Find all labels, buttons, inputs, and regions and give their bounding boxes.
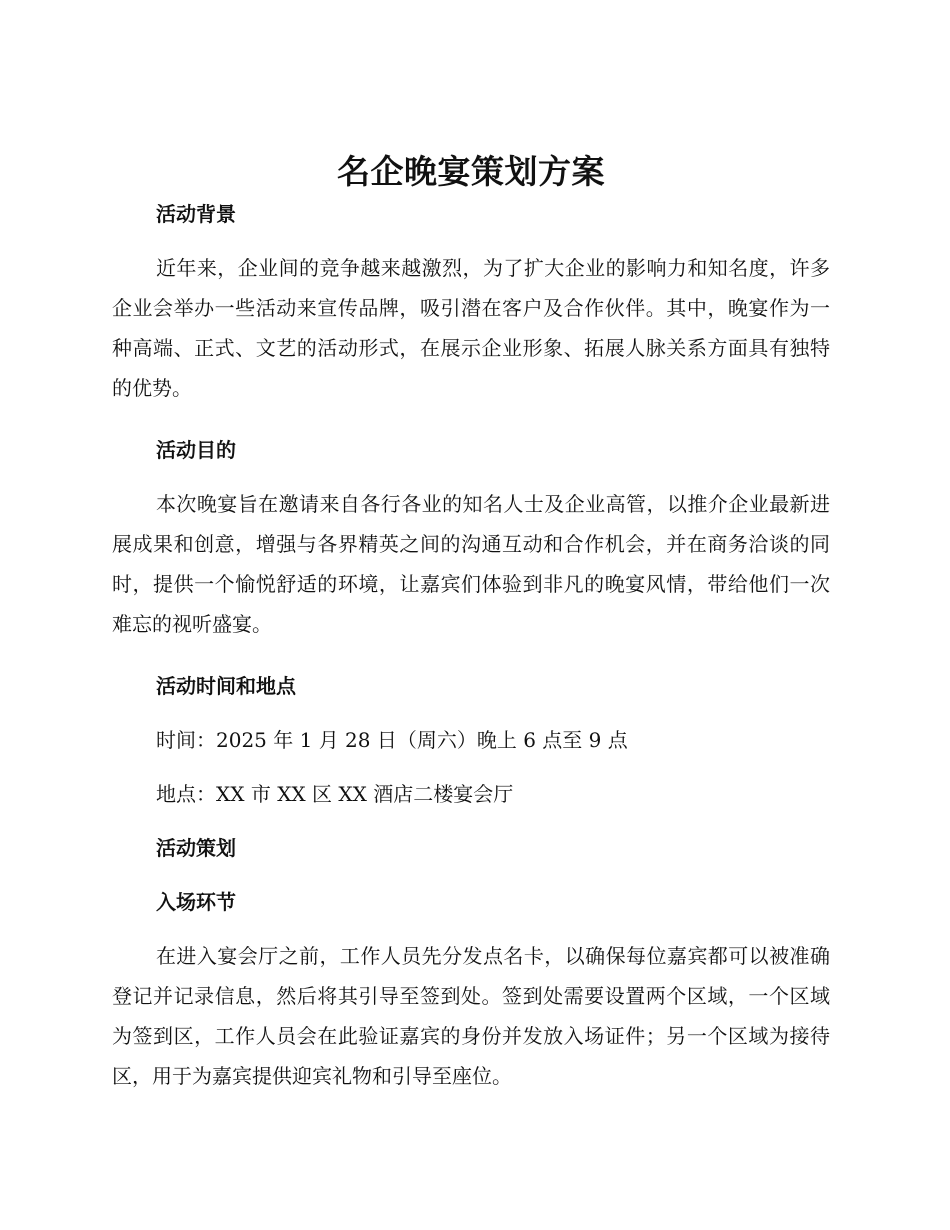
paragraph-entrance: 在进入宴会厅之前，工作人员先分发点名卡，以确保每位嘉宾都可以被准确登记并记录信息，然后将其引导至签到处。签到处需要设置两个区域，一个区域为签到区，工作人员会在此验证嘉宾的身份并发放入场证件；另一个区域为接待区，用于为嘉宾提供迎宾礼物和引导至座位。 [112,944,830,1088]
paragraph-background: 近年来，企业间的竞争越来越激烈，为了扩大企业的影响力和知名度，许多企业会举办一些活动来宣传品牌，吸引潜在客户及合作伙伴。其中，晚宴作为一种高端、正式、文艺的活动形式，在展示企业形象、拓展人脉关系方面具有独特的优势。 [112,256,830,400]
event-time-line: 时间：2025 年 1 月 28 日（周六）晚上 6 点至 9 点 [156,728,628,752]
document-title: 名企晚宴策划方案 [337,152,605,191]
section-heading-planning: 活动策划 [156,836,236,860]
section-heading-entrance: 入场环节 [156,890,236,914]
paragraph-purpose: 本次晚宴旨在邀请来自各行各业的知名人士及企业高管，以推介企业最新进展成果和创意，增强与各界精英之间的沟通互动和合作机会，并在商务洽谈的同时，提供一个愉悦舒适的环境，让嘉宾们体验到非凡的晚宴风情，带给他们一次难忘的视听盛宴。 [112,492,830,636]
section-heading-purpose: 活动目的 [156,438,236,462]
section-heading-background: 活动背景 [156,202,236,226]
event-place-line: 地点：XX 市 XX 区 XX 酒店二楼宴会厅 [156,782,514,806]
section-heading-time-place: 活动时间和地点 [156,674,296,698]
